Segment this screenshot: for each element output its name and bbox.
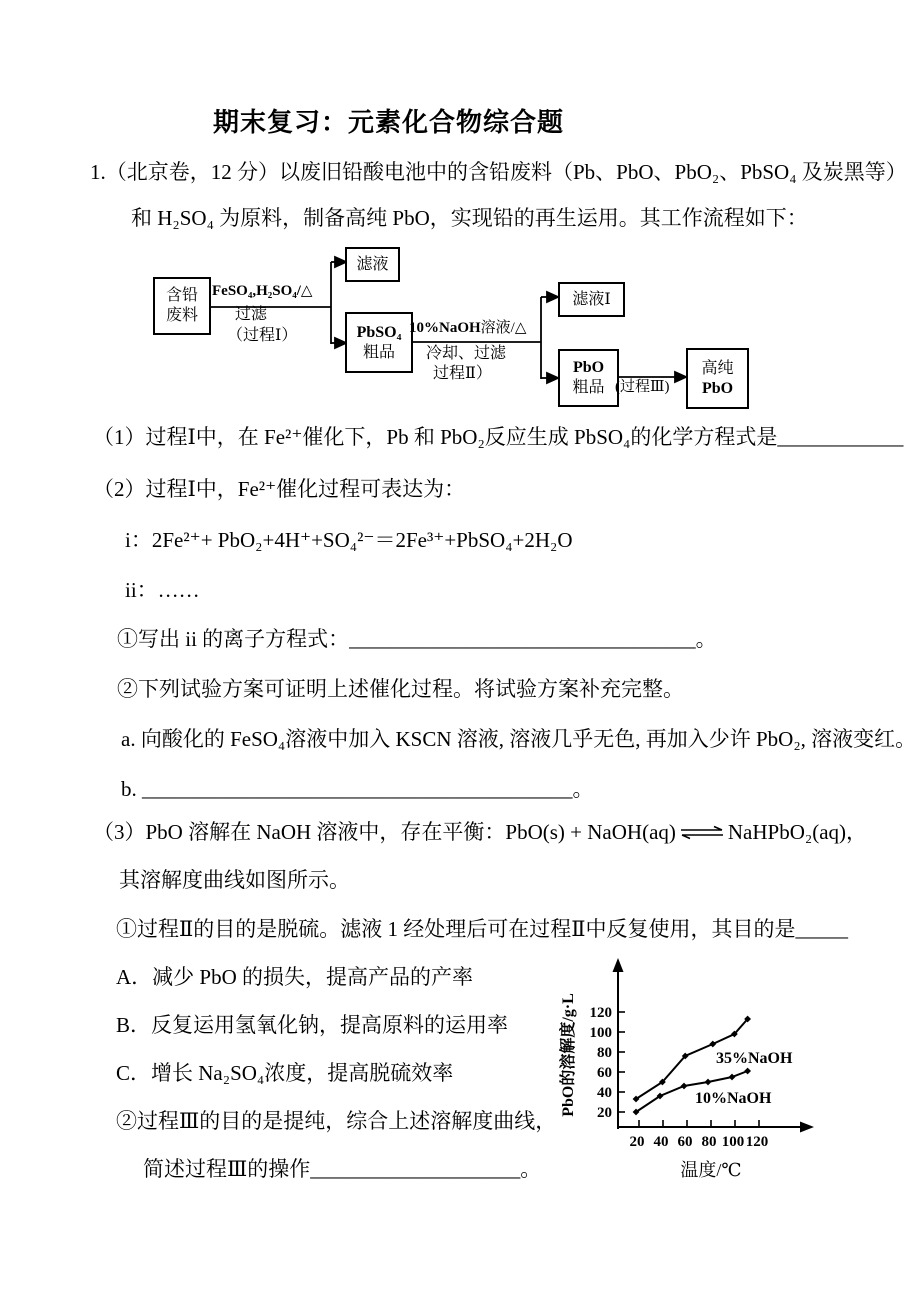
question-1: （1）过程Ⅰ中，在 Fe²⁺催化下，Pb 和 PbO₂反应生成 PbSO₄的化学方程式是____________ xyxy=(93,425,904,449)
intro-line-1: 1.（北京卷，12 分）以废旧铅酸电池中的含铅废料（Pb、PbO、PbO₂、PbSO₄ 及炭黑等） xyxy=(90,160,907,184)
data-point-marker xyxy=(709,1041,716,1048)
series-label-10%NaOH: 10%NaOH xyxy=(695,1090,772,1107)
equation-i: i：2Fe²⁺+ PbO₂+4H⁺+SO₄²⁻＝2Fe³⁺+PbSO₄+2H₂O xyxy=(125,528,573,552)
flow-box-pure-pbo-line2: PbO xyxy=(701,379,734,397)
question-3-sub2-cont: 简述过程Ⅲ的操作____________________。 xyxy=(143,1157,542,1181)
flow-box-lead-scrap xyxy=(153,277,211,335)
flow-box-filtrate-1-label: 滤液Ⅰ xyxy=(572,290,611,308)
data-point-marker xyxy=(705,1079,712,1086)
flow-box-crude-pbo xyxy=(558,349,619,407)
y-tick-label: 120 xyxy=(589,1005,612,1021)
option-b: B．反复运用氢氧化钠，提高原料的运用率 xyxy=(116,1013,509,1037)
flow-box-crude-pbo-line1: PbO xyxy=(572,359,605,376)
flow-box-filtrate-label: 滤液 xyxy=(356,255,389,273)
flow-arrow2-reagent-bold: 10%NaOH xyxy=(409,320,481,336)
flow-box-crude-pbso4-line2: 粗品 xyxy=(362,343,395,361)
question-3-pre: （3）PbO 溶解在 NaOH 溶液中，存在平衡：PbO(s) + NaOH(aq) xyxy=(93,820,676,844)
question-3-sub2: ②过程Ⅲ的目的是提纯，综合上述溶解度曲线， xyxy=(116,1109,557,1133)
flow-box-pure-pbo-line1: 高纯 xyxy=(701,359,734,377)
flow-box-crude-pbso4-line1: PbSO₄ xyxy=(356,323,402,341)
intro-line-2: 和 H₂SO₄ 为原料，制备高纯 PbO，实现铅的再生运用。其工作流程如下： xyxy=(131,206,808,230)
data-point-marker xyxy=(729,1074,736,1081)
data-point-marker xyxy=(681,1083,688,1090)
y-tick-label: 80 xyxy=(597,1045,612,1061)
flow-arrow2-process: 过程Ⅱ） xyxy=(433,365,492,382)
x-tick-label: 80 xyxy=(701,1134,717,1150)
y-tick-label: 40 xyxy=(597,1085,612,1101)
question-3 xyxy=(93,820,867,845)
flow-arrow3-process: (过程Ⅲ) xyxy=(615,379,670,395)
scheme-item-a: a. 向酸化的 FeSO₄溶液中加入 KSCN 溶液, 溶液几乎无色, 再加入少许 PbO₂, 溶液变红。 xyxy=(121,727,917,751)
flow-arrow2-reagent-rest: 溶液/△ xyxy=(480,320,527,336)
question-3-post: NaHPbO₂(aq)， xyxy=(727,820,868,844)
flow-box-pure-pbo xyxy=(686,348,749,409)
x-tick-label: 20 xyxy=(629,1134,645,1150)
y-tick-label: 60 xyxy=(597,1065,612,1081)
series-label-35%NaOH: 35%NaOH xyxy=(716,1050,793,1067)
flow-arrow1-operation: 过滤 xyxy=(235,306,268,323)
question-2-sub1: ①写出 ii 的离子方程式：_________________________________。 xyxy=(117,627,717,651)
scheme-item-b: b. _________________________________________。 xyxy=(121,777,594,801)
flow-box-filtrate-1 xyxy=(558,282,625,317)
flow-box-crude-pbo-line2: 粗品 xyxy=(572,379,605,396)
equation-ii: ii：…… xyxy=(125,578,200,602)
flow-box-crude-pbso4 xyxy=(345,312,413,373)
question-2: （2）过程Ⅰ中，Fe²⁺催化过程可表达为： xyxy=(93,477,466,501)
x-tick-label: 40 xyxy=(653,1134,669,1150)
arrowhead-icon xyxy=(547,373,558,383)
equilibrium-arrow-icon xyxy=(679,825,725,841)
y-axis-arrow-icon xyxy=(613,958,624,972)
y-tick-label: 20 xyxy=(597,1105,612,1121)
y-axis-title: PbO的溶解度/g·L xyxy=(560,993,577,1117)
option-a: A．减少 PbO 的损失，提高产品的产率 xyxy=(116,965,474,989)
x-tick-label: 120 xyxy=(745,1134,769,1150)
x-axis-arrow-icon xyxy=(800,1122,814,1133)
x-tick-label: 60 xyxy=(677,1134,693,1150)
data-point-marker xyxy=(744,1068,751,1075)
question-3-cont: 其溶解度曲线如图所示。 xyxy=(119,868,350,892)
y-tick-label: 100 xyxy=(589,1025,612,1041)
option-c: C．增长 Na₂SO₄浓度，提高脱硫效率 xyxy=(116,1061,454,1085)
arrowhead-icon xyxy=(547,292,558,302)
question-2-sub2: ②下列试验方案可证明上述催化过程。将试验方案补充完整。 xyxy=(117,677,684,701)
arrowhead-icon xyxy=(675,372,686,382)
solubility-chart xyxy=(540,945,830,1200)
question-3-sub1: ①过程Ⅱ的目的是脱硫。滤液 1 经处理后可在过程Ⅱ中反复使用，其目的是_____ xyxy=(116,917,849,941)
flow-box-lead-scrap-line2: 废料 xyxy=(165,307,198,324)
flow-arrow1-process: （过程Ⅰ） xyxy=(227,327,298,344)
x-axis-title: 温度/℃ xyxy=(680,1160,742,1180)
page-title: 期末复习：元素化合物综合题 xyxy=(213,108,565,137)
flow-arrow2-operation: 冷却、过滤 xyxy=(426,345,507,362)
flow-box-lead-scrap-line1: 含铅 xyxy=(165,287,198,304)
flow-arrow1-reagent: FeSO₄,H₂SO₄/△ xyxy=(212,283,313,299)
flow-box-filtrate xyxy=(345,247,400,282)
x-tick-label: 100 xyxy=(721,1134,745,1150)
flow-arrow2-reagent xyxy=(409,320,526,337)
